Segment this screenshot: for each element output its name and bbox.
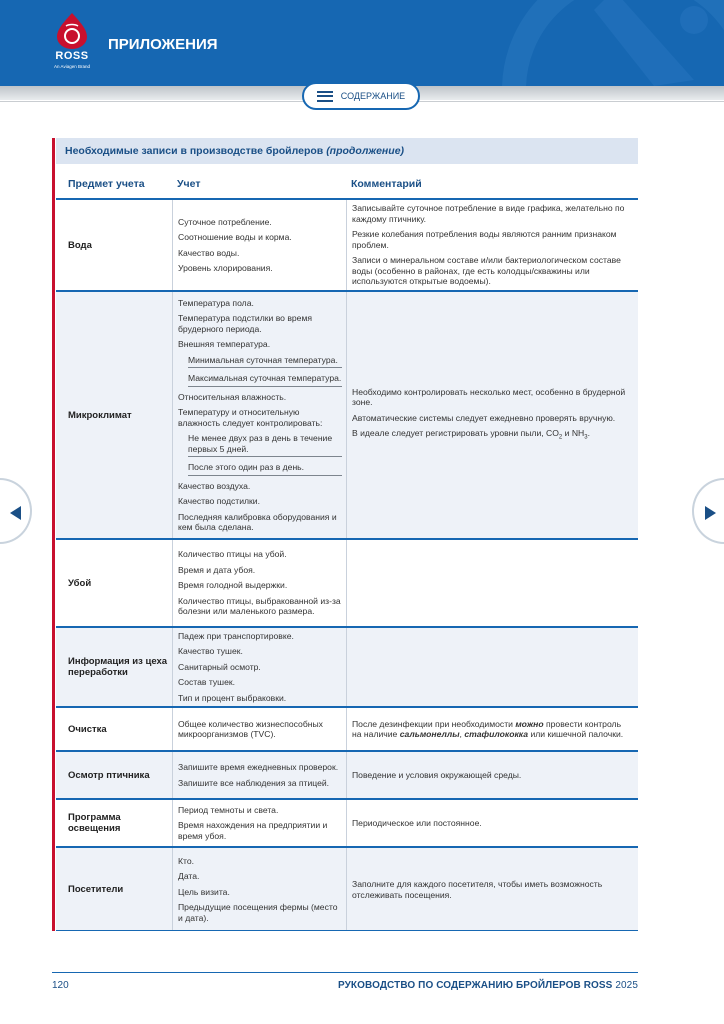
record-item: Запишите время ежедневных проверок. — [178, 762, 339, 772]
comment-text: После дезинфекции при необходимости — [352, 718, 513, 729]
record-item: Качество тушек. — [178, 646, 243, 657]
record-item: Предыдущие посещения фермы (место и дата). — [178, 902, 338, 923]
record-item: Температура подстилки во время брудерного периода. — [178, 313, 313, 334]
logo-text: ROSS — [55, 50, 89, 62]
row-subject: Программа освещения — [68, 812, 121, 834]
record-item: Время и дата убоя. — [178, 564, 256, 575]
ross-drop-icon — [54, 12, 90, 50]
row-subject: Вода — [68, 239, 92, 251]
comment-emphasis: можно — [515, 718, 544, 729]
table-row-processing — [56, 628, 638, 706]
row-subject: Осмотр птичника — [68, 769, 150, 781]
record-item: Запишите все наблюдения за птицей. — [178, 777, 330, 788]
record-item: Состав тушек. — [178, 677, 236, 688]
record-item: Тип и процент выбраковки. — [178, 692, 287, 703]
comment-item: Автоматические системы следует ежедневно проверять вручную. — [352, 412, 616, 423]
table-row-microclimate — [56, 292, 638, 538]
comment-item: Резкие колебания потребления воды являются ранним признаком проблем. — [352, 229, 617, 250]
column-header-comments: Комментарий — [351, 178, 422, 190]
row-subject: Убой — [68, 577, 92, 589]
page-number: 120 — [52, 980, 69, 991]
table-row-slaughter — [56, 540, 638, 626]
table-row-cleaning — [56, 708, 638, 750]
table-row-visitors — [56, 848, 638, 931]
decorative-logo-watermark — [464, 0, 724, 86]
comment-text: В идеале следует регистрировать уровни пыли, — [352, 428, 544, 439]
contents-button[interactable] — [302, 82, 420, 110]
table-accent-bar — [52, 138, 55, 931]
record-item: Кто. — [178, 855, 195, 866]
record-item: Относительная влажность. — [178, 391, 287, 402]
comment-item: Необходимо контролировать несколько мест, особенно в брудерной зоне. — [352, 386, 626, 408]
ross-logo[interactable] — [50, 12, 94, 78]
comment-item: Поведение и условия окружающей среды. — [352, 769, 522, 780]
comment-emphasis: стафилококка — [464, 729, 529, 739]
record-item: Цель визита. — [178, 886, 230, 897]
row-subject: Посетители — [68, 884, 124, 895]
record-item: Количество птицы на убой. — [178, 549, 287, 560]
footer-year: 2025 — [615, 980, 638, 991]
chem-co2: CO — [546, 428, 559, 439]
record-item: Качество подстилки. — [178, 496, 260, 506]
comment-emphasis: сальмонеллы — [399, 729, 460, 739]
row-subject: Микроклимат — [68, 409, 132, 421]
footer-title-text: РУКОВОДСТВО ПО СОДЕРЖАНИЮ БРОЙЛЕРОВ ROSS — [337, 980, 613, 991]
comment-item: Периодическое или постоянное. — [352, 817, 482, 828]
previous-page-button[interactable] — [0, 478, 32, 544]
record-subitem: Максимальная суточная температура. — [188, 373, 342, 387]
comment-item-dust — [352, 428, 632, 443]
record-item: Температуру и относительную влажность следует контролировать: — [178, 407, 323, 428]
column-header-subject: Предмет учета — [68, 178, 145, 190]
row-subject: Очистка — [68, 723, 107, 735]
comment-text: провести контроль на наличие — [352, 718, 622, 739]
comment-item — [352, 719, 632, 740]
comment-item: Записывайте суточное потребление в виде графика, желательно по каждому птичнику. — [352, 203, 625, 224]
page-title: ПРИЛОЖЕНИЯ — [108, 36, 218, 53]
record-item: Падеж при транспортировке. — [178, 630, 294, 641]
contents-button-label: СОДЕРЖАНИЕ — [340, 91, 406, 101]
record-item: Количество птицы, выбракованной из-за болезни или маленького размера. — [178, 595, 341, 617]
record-item: Санитарный осмотр. — [178, 661, 261, 672]
comment-item: Заполните для каждого посетителя, чтобы иметь возможность отслеживать посещения. — [352, 879, 603, 900]
chem-subscript: 3 — [584, 434, 588, 441]
table-title — [56, 138, 638, 164]
comment-text: или кишечной палочки. — [530, 729, 624, 739]
record-item: Суточное потребление. — [178, 216, 272, 227]
record-item: Время нахождения на предприятии и время убоя. — [178, 820, 328, 841]
record-item: Внешняя температура. — [178, 339, 271, 349]
table-row-lighting — [56, 800, 638, 846]
chem-nh3: и NH — [564, 428, 585, 439]
footer-divider — [52, 972, 638, 973]
record-item: Дата. — [178, 871, 200, 882]
menu-icon — [317, 91, 333, 102]
record-item: Общее количество жизнеспособных микроорганизмов (TVC). — [178, 718, 323, 739]
record-item: Время голодной выдержки. — [178, 580, 288, 591]
table-title-text: Необходимые записи в производстве бройлеров — [65, 145, 324, 157]
table-row-water — [56, 200, 638, 290]
record-item: Период темноты и света. — [178, 804, 279, 815]
comment-item: Записи о минеральном составе и/или бактериологическом составе воды (особенно в районах, где есть колодцы/скважины или используются открытые водоемы). — [352, 255, 621, 287]
comment-text: , — [459, 729, 462, 739]
next-page-button[interactable] — [692, 478, 724, 544]
record-item: Последняя калибровка оборудования и кем была сделана. — [178, 511, 337, 532]
record-subitem: Не менее двух раз в день в течение первых 5 дней. — [188, 433, 342, 457]
table-title-suffix: (продолжение) — [326, 145, 405, 157]
page-header — [0, 0, 724, 86]
record-subitem: После этого один раз в день. — [188, 462, 342, 476]
row-subject: Информация из цеха переработки — [68, 656, 168, 678]
record-item: Качество воздуха. — [178, 480, 251, 491]
table-row-house-inspection — [56, 752, 638, 798]
chem-subscript: 2 — [558, 434, 563, 441]
comment-punct: . — [587, 428, 590, 439]
arrow-left-icon — [10, 506, 22, 520]
footer-title — [338, 980, 638, 991]
row-divider — [56, 930, 638, 931]
arrow-right-icon — [704, 506, 716, 520]
record-item: Соотношение воды и корма. — [178, 232, 292, 242]
record-item: Температура пола. — [178, 297, 254, 308]
column-header-records: Учет — [177, 178, 201, 190]
logo-subtitle: An Aviagen Brand — [54, 64, 90, 69]
record-subitem: Минимальная суточная температура. — [188, 355, 342, 369]
record-item: Качество воды. — [178, 247, 240, 258]
record-item: Уровень хлорирования. — [178, 263, 273, 273]
